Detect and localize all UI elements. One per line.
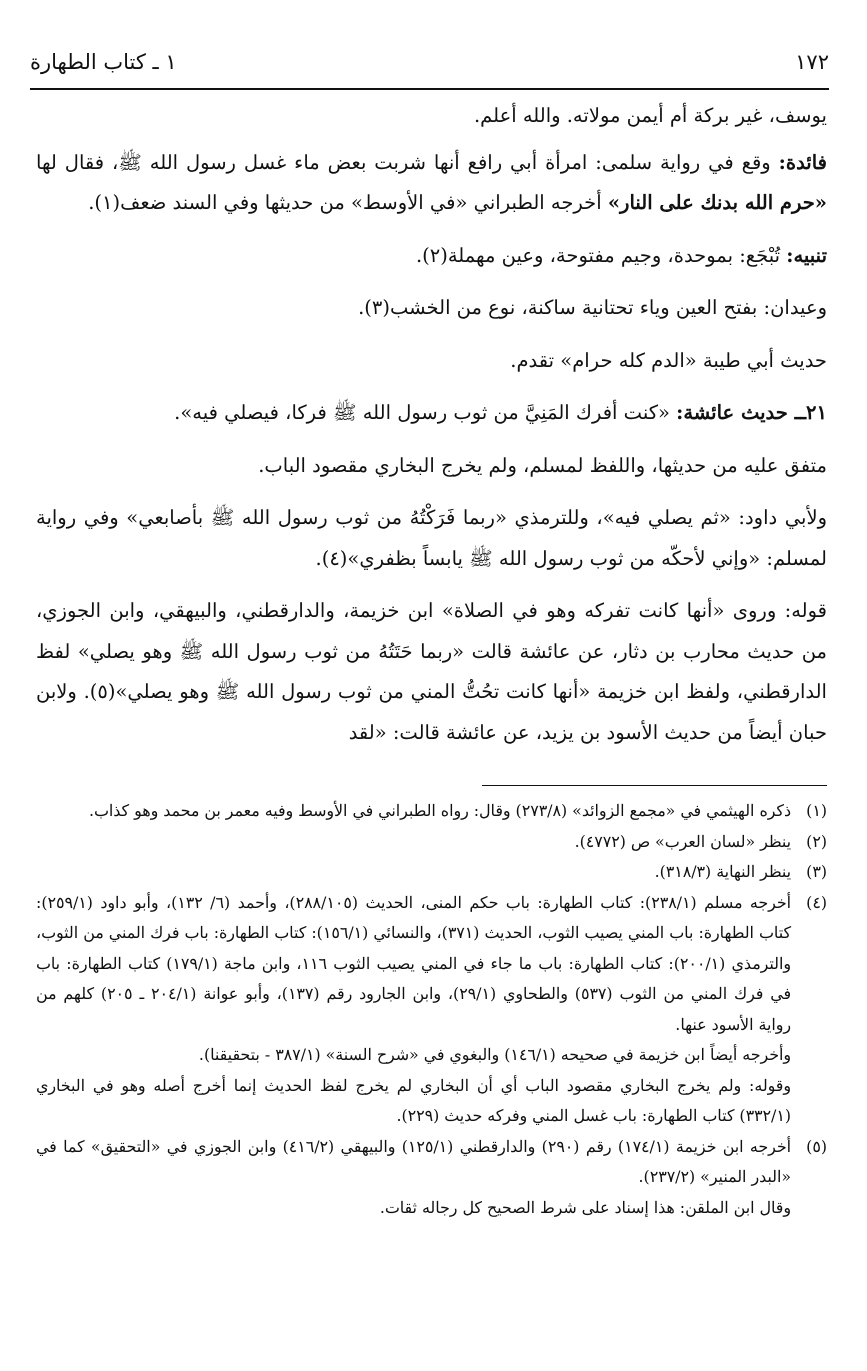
hadith-heading: ٢١ــ حديث عائشة: (676, 401, 827, 424)
footnote: (١) ذكره الهيثمي في «مجمع الزوائد» (٢٧٣/٨) وقال: رواه الطبراني في الأوسط وفيه معمر بن محمد وهو كذاب. (88, 801, 827, 820)
paragraph: وعيدان: بفتح العين وياء تحتانية ساكنة، نوع من الخشب(٣). (358, 296, 827, 319)
footnote: (٤) أخرجه مسلم (٢٣٨/١): كتاب الطهارة: باب حكم المنى، الحديث (٢٨٨/١٠٥)، وأحمد (٦/ ١٣٢)، وأبو داود (٢٥٩/١): كتاب الطهارة: باب المني يصيب الثوب، الحديث (٣٧١)، والنسائي (١٥٦/١): كتاب الطهارة: باب فرك المني من الثوب، والترمذي (٢٠٠/١): كتاب الطهارة: باب ما جاء في المني يصيب الثوب ١١٦، وابن ماجة (١٧٩/١) كتاب الطهارة: باب في فرك المني من الثوب (٥٣٧) والطحاوي (٢٩/١)، وابن الجارود رقم (١٣٧)، وأبو عوانة (٢٠٤/١ ـ ٢٠٥) كلهم من رواية الأسود عنها. (36, 892, 827, 1034)
paragraph: قوله: وروى «أنها كانت تفركه وهو في الصلاة» ابن خزيمة، والدارقطني، والبيهقي، وابن الجوزي، من حديث محارب بن دثار، عن عائشة قالت «ربما حَتَتُهُ من ثوب رسول الله ﷺ وهو يصلي» لفظ الدارقطني، ولفظ ابن خزيمة «أنها كانت تحُتُّ المني من ثوب رسول الله ﷺ وهو يصلي»(٥). ولابن حبان أيضاً من حديث الأسود بن يزيد، عن عائشة قالت: «لقد (36, 599, 827, 744)
footnote: (٢) ينظر «لسان العرب» ص (٤٧٧٢). (574, 831, 827, 851)
hadith-quote: «حرم الله بدنك على النار» (607, 191, 827, 214)
paragraph-faida: فائدة: وقع في رواية سلمى: امرأة أبي رافع أنها شربت بعض ماء غسل رسول الله ﷺ، فقال لها «حرم الله بدنك على النار» أخرجه الطبراني «في الأوسط» من حديثها وفي السند ضعف(١). (36, 150, 827, 214)
page-number: ١٧٢ (795, 50, 829, 74)
footnote-separator (482, 785, 827, 786)
footnote: (٣) ينظر النهاية (٣١٨/٣). (654, 862, 827, 881)
footnote: (٥) أخرجه ابن خزيمة (١٧٤/١) رقم (٢٩٠) والدارقطني (١٢٥/١) والبيهقي (٤١٦/٢) وابن الجوزي في «التحقيق» كما في «البدر المنير» (٢٣٧/٢). (36, 1136, 827, 1186)
paragraph-tanbih: تنبيه: تُبْجَع: بموحدة، وجيم مفتوحة، وعين مهملة(٢). (415, 243, 827, 267)
footnote-continuation: وأخرجه أيضاً ابن خزيمة في صحيحه (١٤٦/١) والبغوي في «شرح السنة» (٣٨٧/١ - بتحقيقنا). (198, 1045, 791, 1064)
footnotes (36, 796, 827, 1223)
faida-label: فائدة: (778, 150, 827, 174)
paragraph: متفق عليه من حديثها، واللفظ لمسلم، ولم يخرج البخاري مقصود الباب. (258, 453, 827, 477)
main-text (36, 96, 827, 759)
paragraph-hadith: ٢١ــ حديث عائشة: «كنت أفرك المَنِيَّ من ثوب رسول الله ﷺ فركا، فيصلي فيه». (174, 401, 827, 424)
footnote-continuation: وقوله: ولم يخرج البخاري مقصود الباب أي أن البخاري لم يخرج لفظ الحديث إنما أخرج أصله وهو في البخاري (٣٣٢/١) كتاب الطهارة: باب غسل المني وفركه حديث (٢٢٩). (36, 1075, 791, 1125)
paragraph: ولأبي داود: «ثم يصلي فيه»، وللترمذي «ربما فَرَكْتُهُ من ثوب رسول الله ﷺ بأصابعي» وفي رواية لمسلم: «وإني لأحكّه من ثوب رسول الله ﷺ يابساً بظفري»(٤). (36, 506, 827, 570)
paragraph: يوسف، غير بركة أم أيمن مولاته. والله أعلم. (473, 104, 827, 127)
page-header (30, 36, 829, 90)
running-title: ١ ـ كتاب الطهارة (30, 50, 177, 74)
footnote-continuation: وقال ابن الملقن: هذا إسناد على شرط الصحيح كل رجاله ثقات. (379, 1197, 791, 1217)
tanbih-label: تنبيه: (786, 243, 827, 267)
paragraph: حديث أبي طيبة «الدم كله حرام» تقدم. (510, 348, 827, 372)
